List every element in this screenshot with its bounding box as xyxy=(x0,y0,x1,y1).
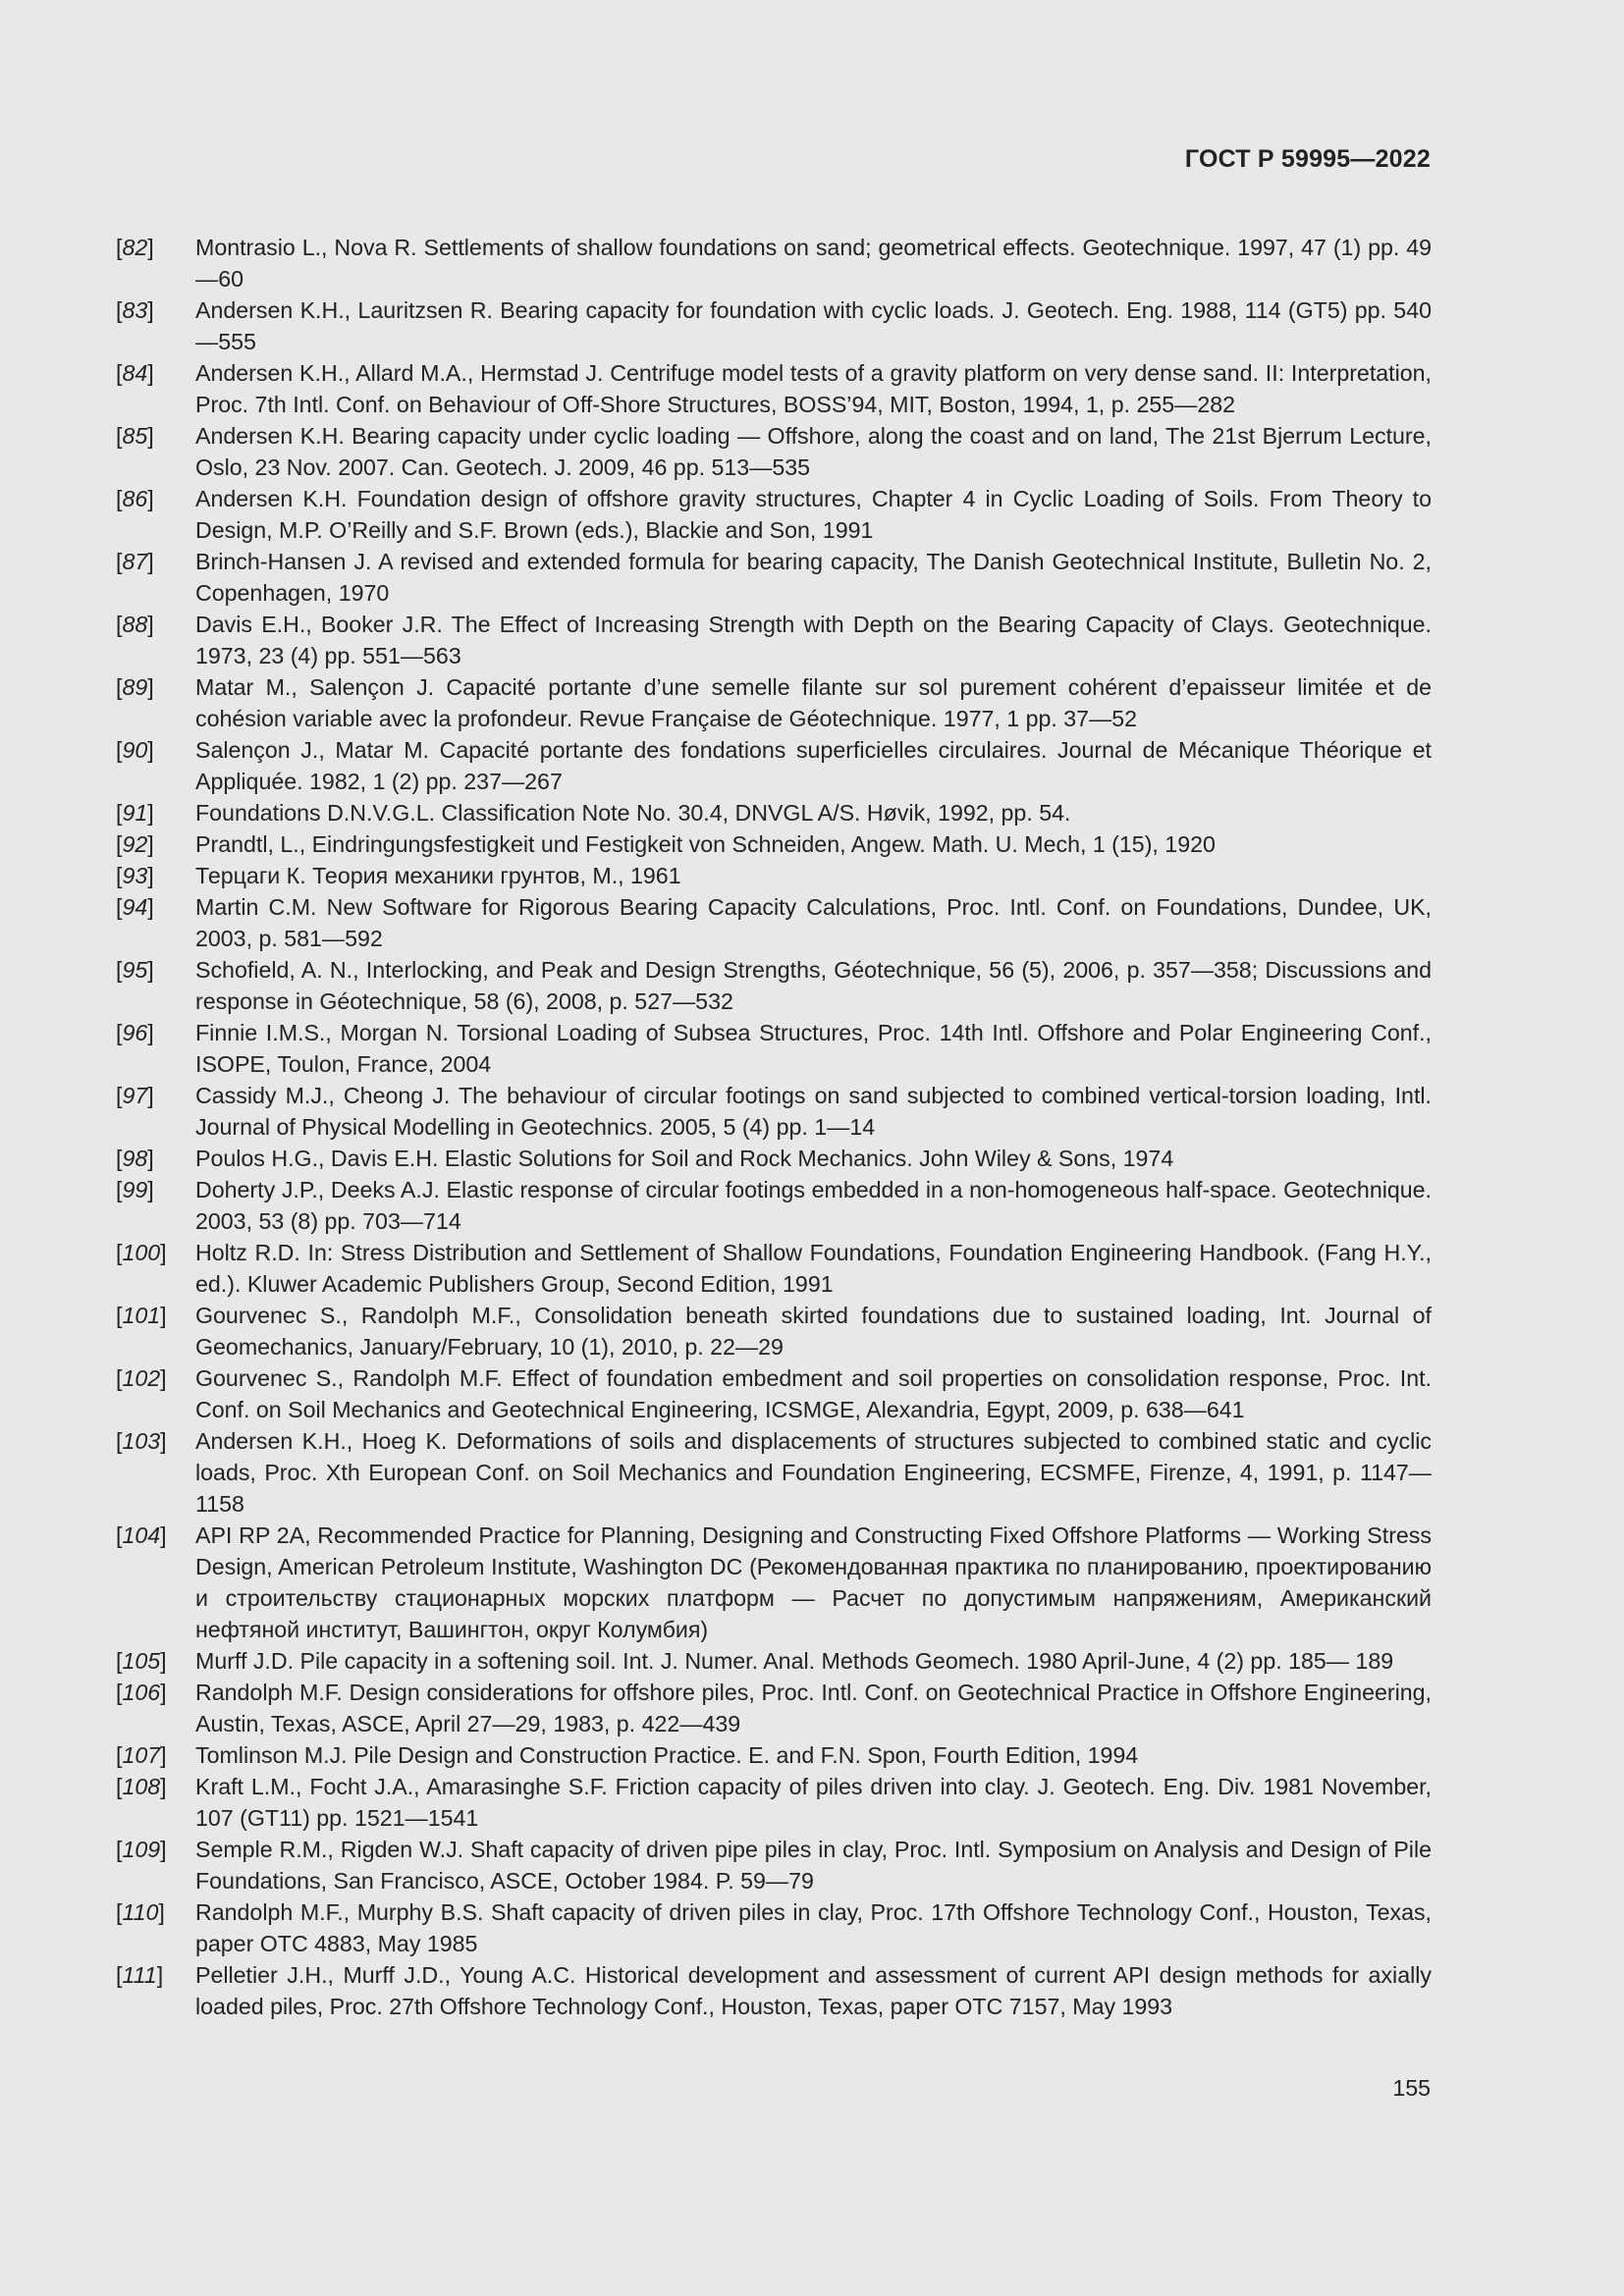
reference-text: Randolph M.F. Design considerations for offshore piles, Proc. Intl. Conf. on Geotechnical Practice in Offshore Engineering, Austin, Texas, ASCE, April 27—29, 1983, p. 422—439 xyxy=(195,1680,1432,1736)
reference-number: [87] xyxy=(116,549,154,574)
reference-text: Martin C.M. New Software for Rigorous Bearing Capacity Calculations, Proc. Intl. Conf. on Foundations, Dundee, UK, 2003, p. 581—592 xyxy=(195,894,1432,951)
reference-text: Gourvenec S., Randolph M.F., Consolidation beneath skirted foundations due to sustained loading, Int. Journal of Geomechanics, January/February, 10 (1), 2010, p. 22—29 xyxy=(195,1303,1432,1360)
reference-item xyxy=(116,671,1432,734)
reference-text: Doherty J.P., Deeks A.J. Elastic response of circular footings embedded in a non-homogeneous half-space. Geotechnique. 2003, 53 (8) pp. 703—714 xyxy=(195,1177,1432,1234)
reference-text: Randolph M.F., Murphy B.S. Shaft capacity of driven piles in clay, Proc. 17th Offshore Technology Conf., Houston, Texas, paper OTC 4883, May 1985 xyxy=(195,1899,1432,1956)
reference-text: Salençon J., Matar M. Capacité portante des fondations superficielles circulaires. Journal de Mécanique Théorique et Appliquée. 1982, 1 (2) pp. 237—267 xyxy=(195,737,1432,794)
reference-number: [106] xyxy=(116,1680,167,1705)
reference-text: Gourvenec S., Randolph M.F. Effect of foundation embedment and soil properties on consolidation response, Proc. Int. Conf. on Soil Mechanics and Geotechnical Engineering, ICSMGE, Alexandria, Egypt, 2009, p. 638—641 xyxy=(195,1365,1432,1422)
reference-item xyxy=(116,1362,1432,1425)
reference-item xyxy=(116,954,1432,1017)
reference-number: [92] xyxy=(116,831,154,857)
reference-text: Andersen K.H. Bearing capacity under cyclic loading — Offshore, along the coast and on land, The 21st Bjerrum Lecture, Oslo, 23 Nov. 2007. Can. Geotech. J. 2009, 46 pp. 513—535 xyxy=(195,423,1432,480)
reference-text: Holtz R.D. In: Stress Distribution and Settlement of Shallow Foundations, Foundation Engineering Handbook. (Fang H.Y., ed.). Kluwer Academic Publishers Group, Second Edition, 1991 xyxy=(195,1240,1432,1297)
reference-text: Prandtl, L., Eindringungsfestigkeit und Festigkeit von Schneiden, Angew. Math. U. Mech, 1 (15), 1920 xyxy=(195,831,1216,857)
reference-number: [108] xyxy=(116,1774,167,1799)
reference-text: Poulos H.G., Davis E.H. Elastic Solutions for Soil and Rock Mechanics. John Wiley & Sons, 1974 xyxy=(195,1146,1174,1171)
reference-number: [93] xyxy=(116,863,154,888)
reference-text: Pelletier J.H., Murff J.D., Young A.C. Historical development and assessment of current API design methods for axially loaded piles, Proc. 27th Offshore Technology Conf., Houston, Texas, paper OTC 7157, May 1993 xyxy=(195,1962,1432,2019)
reference-item xyxy=(116,828,1432,860)
reference-item xyxy=(116,1017,1432,1080)
reference-number: [96] xyxy=(116,1020,154,1045)
reference-item xyxy=(116,860,1432,891)
reference-number: [105] xyxy=(116,1648,167,1674)
bibliography-list xyxy=(116,232,1432,2022)
reference-text: Cassidy M.J., Cheong J. The behaviour of circular footings on sand subjected to combined vertical-torsion loading, Intl. Journal of Physical Modelling in Geotechnics. 2005, 5 (4) pp. 1—14 xyxy=(195,1083,1432,1140)
reference-number: [103] xyxy=(116,1428,167,1454)
reference-text: Терцаги К. Теория механики грунтов, М., 1961 xyxy=(195,863,681,888)
reference-number: [86] xyxy=(116,486,154,511)
reference-number: [84] xyxy=(116,360,154,386)
reference-text: Matar M., Salençon J. Capacité portante d’une semelle filante sur sol purement cohérent d’epaisseur limitée et de cohésion variable avec la profondeur. Revue Française de Géotechnique. 1977, 1 pp. 37—52 xyxy=(195,674,1432,731)
reference-item xyxy=(116,1959,1432,2022)
reference-number: [89] xyxy=(116,674,154,700)
reference-item xyxy=(116,1739,1432,1771)
reference-item xyxy=(116,294,1432,357)
reference-item xyxy=(116,546,1432,609)
reference-text: Semple R.M., Rigden W.J. Shaft capacity of driven pipe piles in clay, Proc. Intl. Symposium on Analysis and Design of Pile Foundations, San Francisco, ASCE, October 1984. P. 59—79 xyxy=(195,1837,1432,1894)
reference-text: Schofield, A. N., Interlocking, and Peak and Design Strengths, Géotechnique, 56 (5), 2006, p. 357—358; Discussions and response in Géotechnique, 58 (6), 2008, p. 527—532 xyxy=(195,957,1432,1014)
reference-number: [111] xyxy=(116,1962,164,1988)
reference-item xyxy=(116,1771,1432,1834)
document-code-header: ГОСТ Р 59995—2022 xyxy=(1184,145,1431,173)
reference-number: [101] xyxy=(116,1303,167,1328)
reference-text: Andersen K.H., Lauritzsen R. Bearing capacity for foundation with cyclic loads. J. Geotech. Eng. 1988, 114 (GT5) pp. 540—555 xyxy=(195,297,1432,354)
reference-text: Brinch-Hansen J. A revised and extended formula for bearing capacity, The Danish Geotechnical Institute, Bulletin No. 2, Copenhagen, 1970 xyxy=(195,549,1432,606)
reference-text: Tomlinson M.J. Pile Design and Construction Practice. E. and F.N. Spon, Fourth Edition, 1994 xyxy=(195,1742,1139,1768)
reference-number: [94] xyxy=(116,894,154,920)
reference-text: API RP 2A, Recommended Practice for Planning, Designing and Constructing Fixed Offshore Platforms — Working Stress Design, American Petroleum Institute, Washington DC (Рекомендованная практика по планированию, проектированию и строительству стационарных морских платформ — Расчет по допустимым напряжениям, Американский нефтяной институт, Вашингтон, округ Колумбия) xyxy=(195,1522,1432,1642)
reference-item xyxy=(116,1425,1432,1520)
reference-item xyxy=(116,1080,1432,1143)
reference-number: [85] xyxy=(116,423,154,449)
reference-text: Andersen K.H. Foundation design of offshore gravity structures, Chapter 4 in Cyclic Loading of Soils. From Theory to Design, M.P. O’Reilly and S.F. Brown (eds.), Blackie and Son, 1991 xyxy=(195,486,1432,543)
reference-item xyxy=(116,1520,1432,1645)
reference-text: Finnie I.M.S., Morgan N. Torsional Loading of Subsea Structures, Proc. 14th Intl. Offshore and Polar Engineering Conf., ISOPE, Toulon, France, 2004 xyxy=(195,1020,1432,1077)
reference-text: Andersen K.H., Hoeg K. Deformations of soils and displacements of structures subjected to combined static and cyclic loads, Proc. Xth European Conf. on Soil Mechanics and Foundation Engineering, ECSMFE, Firenze, 4, 1991, p. 1147—1158 xyxy=(195,1428,1432,1517)
reference-item xyxy=(116,1896,1432,1959)
reference-number: [110] xyxy=(116,1899,165,1925)
reference-number: [82] xyxy=(116,235,154,260)
reference-item xyxy=(116,483,1432,546)
reference-number: [95] xyxy=(116,957,154,983)
reference-item xyxy=(116,1300,1432,1362)
reference-number: [98] xyxy=(116,1146,154,1171)
reference-item xyxy=(116,609,1432,671)
reference-number: [107] xyxy=(116,1742,167,1768)
reference-item xyxy=(116,1174,1432,1237)
reference-number: [83] xyxy=(116,297,154,323)
reference-number: [97] xyxy=(116,1083,154,1108)
reference-text: Montrasio L., Nova R. Settlements of shallow foundations on sand; geometrical effects. Geotechnique. 1997, 47 (1) pp. 49—60 xyxy=(195,235,1432,292)
reference-item xyxy=(116,1645,1432,1677)
reference-item xyxy=(116,797,1432,828)
reference-number: [99] xyxy=(116,1177,154,1202)
reference-number: [91] xyxy=(116,800,154,826)
reference-item xyxy=(116,420,1432,483)
reference-item xyxy=(116,1677,1432,1739)
reference-item xyxy=(116,232,1432,294)
reference-number: [109] xyxy=(116,1837,167,1862)
reference-item xyxy=(116,1237,1432,1300)
reference-number: [88] xyxy=(116,612,154,637)
reference-item xyxy=(116,1834,1432,1896)
reference-text: Davis E.H., Booker J.R. The Effect of Increasing Strength with Depth on the Bearing Capacity of Clays. Geotechnique. 1973, 23 (4) pp. 551—563 xyxy=(195,612,1432,668)
reference-number: [100] xyxy=(116,1240,167,1265)
reference-item xyxy=(116,891,1432,954)
reference-text: Murff J.D. Pile capacity in a softening soil. Int. J. Numer. Anal. Methods Geomech. 1980 April-June, 4 (2) pp. 185— 189 xyxy=(195,1648,1394,1674)
reference-item xyxy=(116,734,1432,797)
page-number: 155 xyxy=(1392,2075,1431,2101)
reference-item xyxy=(116,357,1432,420)
reference-text: Kraft L.M., Focht J.A., Amarasinghe S.F. Friction capacity of piles driven into clay. J. Geotech. Eng. Div. 1981 November, 107 (GT11) pp. 1521—1541 xyxy=(195,1774,1432,1831)
reference-text: Foundations D.N.V.G.L. Classification Note No. 30.4, DNVGL A/S. Høvik, 1992, pp. 54. xyxy=(195,800,1071,826)
reference-text: Andersen K.H., Allard M.A., Hermstad J. Centrifuge model tests of a gravity platform on very dense sand. II: Interpretation, Proc. 7th Intl. Conf. on Behaviour of Off-Shore Structures, BOSS’94, MIT, Boston, 1994, 1, p. 255—282 xyxy=(195,360,1432,417)
reference-number: [90] xyxy=(116,737,154,763)
reference-item xyxy=(116,1143,1432,1174)
reference-number: [102] xyxy=(116,1365,167,1391)
reference-number: [104] xyxy=(116,1522,167,1548)
